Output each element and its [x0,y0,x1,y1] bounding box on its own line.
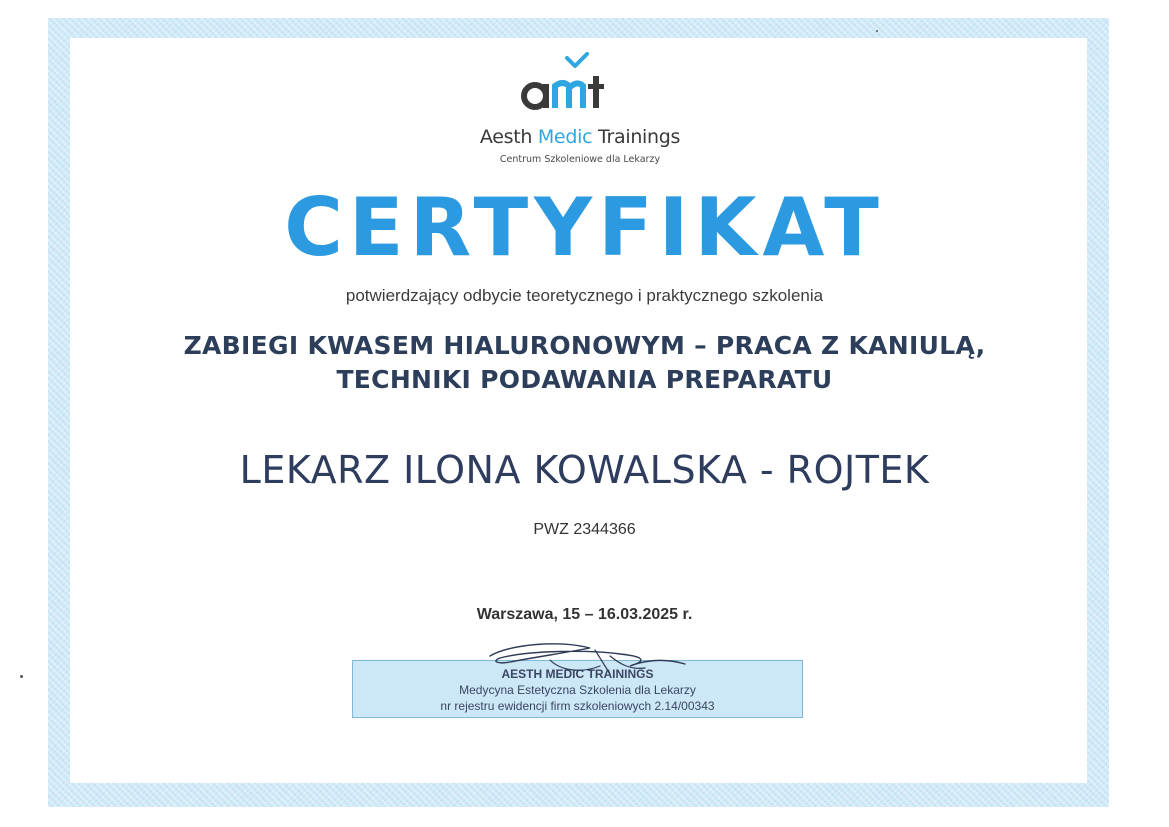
place-and-date: Warszawa, 15 – 16.03.2025 r. [476,606,693,623]
amt-logo [430,52,730,172]
scan-speck [20,675,23,678]
recipient-name: LEKARZ ILONA KOWALSKA - ROJTEK [239,448,930,492]
stamp-company-name: AESTH MEDIC TRAININGS [501,667,654,681]
company-stamp [352,660,803,718]
certificate-subtitle: potwierdzający odbycie teoretycznego i praktycznego szkolenia [345,286,824,305]
logo-subtitle: Centrum Szkoleniowe dla Lekarzy [499,154,661,165]
scan-speck [876,30,878,32]
logo-brand-name [430,126,730,148]
logo-brand-prefix: Aesth [479,126,533,148]
stamp-description: Medycyna Estetyczna Szkolenia dla Lekarzy [459,683,696,697]
pwz-number: PWZ 2344366 [533,521,636,538]
certificate-title: CERTYFIKAT [284,181,885,274]
course-name-line2: TECHNIKI PODAWANIA PREPARATU [336,365,833,394]
logo-brand-medic: Medic [537,126,593,148]
course-name [0,329,1169,397]
amt-logo-mark [515,52,615,116]
stamp-registry-number: nr rejestru ewidencji firm szkoleniowych 2.14/00343 [440,699,715,713]
logo-brand-suffix: Trainings [597,126,681,148]
course-name-line1: ZABIEGI KWASEM HIALURONOWYM – PRACA Z KANIULĄ, [183,331,986,360]
